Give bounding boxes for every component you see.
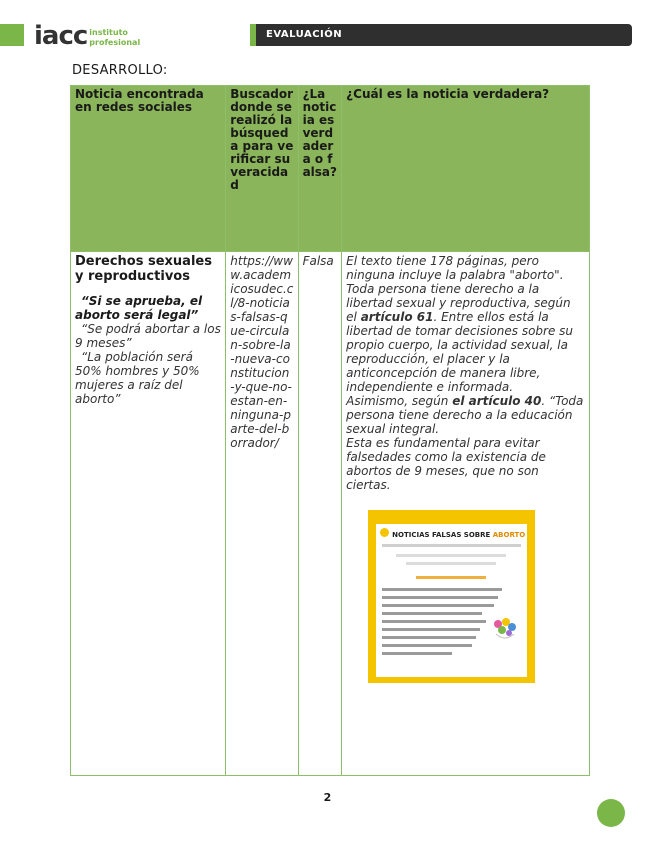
answer-p3-c: . “Toda persona tiene derecho a la educación sexual integral. bbox=[346, 394, 584, 436]
news-quote-1: “Si se aprueba, el aborto será legal” bbox=[75, 294, 203, 322]
poster-title bbox=[392, 528, 525, 542]
news-cell bbox=[71, 252, 226, 776]
news-topic: Derechos sexuales y reproductivos bbox=[75, 254, 212, 284]
answer-p3-a: Asimismo, según bbox=[346, 394, 453, 408]
poster-text-line bbox=[382, 620, 486, 623]
logo-text: iacc bbox=[34, 21, 88, 51]
answer-paragraph-1: El texto tiene 178 páginas, pero ninguna incluye la palabra "aborto". bbox=[346, 254, 564, 282]
verdict-cell bbox=[298, 252, 342, 776]
poster-text-line bbox=[382, 604, 494, 607]
logo-sub-2: profesional bbox=[89, 38, 141, 47]
answer-p2-c: . Entre ellos está la libertad de tomar decisiones sobre su propio cuerpo, la actividad sexual, la reproducción, el placer y la anticoncepción de manera libre, independiente e informada. bbox=[346, 310, 574, 394]
page-header bbox=[0, 0, 655, 52]
verdict-value: Falsa bbox=[302, 254, 334, 268]
poster-text-line bbox=[382, 588, 502, 591]
poster-text-line bbox=[382, 652, 452, 655]
header-true-news: ¿Cuál es la noticia verdadera? bbox=[342, 86, 590, 252]
poster-number-badge bbox=[380, 528, 389, 537]
poster-text-line bbox=[382, 628, 480, 631]
answer-paragraph-4: Esta es fundamental para evitar falsedades como la existencia de abortos de 9 meses, que no son ciertas. bbox=[346, 436, 546, 492]
header-true-false: ¿La noticia es verdadera o falsa? bbox=[298, 86, 342, 252]
answer-cell bbox=[342, 252, 590, 776]
header-search-engine: Buscador donde se realizó la búsqueda para verificar su veracidad bbox=[226, 86, 298, 252]
section-title: DESARROLLO: bbox=[72, 63, 168, 78]
poster-title-a: NOTICIAS FALSAS SOBRE bbox=[392, 531, 493, 539]
table-header-row bbox=[71, 86, 590, 252]
news-quote-2: “Se podrá abortar a los 9 meses” bbox=[75, 322, 221, 350]
source-cell bbox=[226, 252, 298, 776]
header-green-tab bbox=[0, 24, 24, 46]
poster-text-line bbox=[382, 644, 472, 647]
news-quote-3: “La población será 50% hombres y 50% mujeres a raíz del aborto” bbox=[75, 350, 200, 406]
poster-subtitle-line bbox=[416, 576, 486, 579]
poster-title-b: ABORTO bbox=[492, 531, 526, 539]
table-row bbox=[71, 252, 590, 776]
logo-sub-1: instituto bbox=[89, 28, 128, 37]
corner-circle bbox=[597, 799, 625, 827]
answer-p2-a: Toda persona tiene derecho a la libertad sexual y reproductiva, según el bbox=[346, 282, 571, 324]
poster-text-line bbox=[382, 612, 482, 615]
source-url[interactable]: https://www.academicosudec.cl/8-noticias-falsas-que-circulan-sobre-la-nueva-constitucion-y-que-no-estan-en-ninguna-parte-del-borrador/ bbox=[230, 254, 294, 450]
poster-text-line bbox=[406, 562, 496, 565]
poster-card bbox=[376, 524, 527, 677]
poster-text-line bbox=[396, 554, 506, 557]
answer-article-40: el artículo 40 bbox=[452, 394, 542, 408]
title-bar-label: EVALUACIÓN bbox=[266, 29, 343, 40]
iacc-logo bbox=[34, 21, 140, 49]
fake-news-poster-image bbox=[368, 510, 535, 683]
poster-text-line bbox=[382, 544, 521, 547]
answer-article-61: artículo 61 bbox=[360, 310, 434, 324]
flowers-icon bbox=[492, 616, 518, 642]
answer-paragraph-3 bbox=[346, 394, 585, 436]
poster-text-line bbox=[382, 636, 476, 639]
news-table bbox=[70, 85, 590, 776]
page-number: 2 bbox=[323, 791, 332, 804]
answer-paragraph-2 bbox=[346, 282, 585, 394]
header-news: Noticia encontrada en redes sociales bbox=[71, 86, 226, 252]
poster-text-line bbox=[382, 596, 498, 599]
